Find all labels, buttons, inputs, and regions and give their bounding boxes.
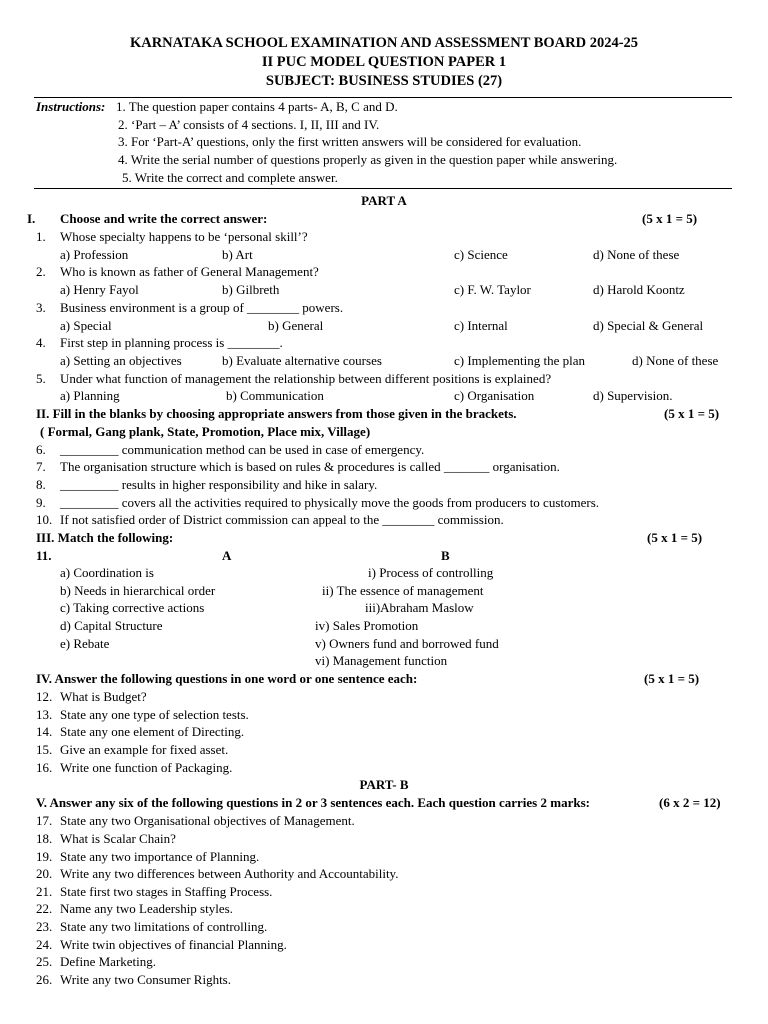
question-text: _________ communication method can be used in case of emergency. (60, 442, 425, 457)
question-number: 7. (36, 459, 46, 474)
question-number: 17. (36, 813, 53, 828)
question-text: If not satisfied order of District commission can appeal to the ________ commission. (60, 512, 504, 527)
question-number: 10. (36, 512, 53, 527)
question-number: 20. (36, 866, 53, 881)
section-2-options: ( Formal, Gang plank, State, Promotion, Place mix, Village) (40, 424, 371, 439)
question-text: State any one element of Directing. (60, 724, 245, 739)
instructions-label: Instructions: (36, 99, 106, 114)
match-b-item: iv) Sales Promotion (315, 618, 419, 633)
question-number: 5. (36, 371, 46, 386)
part-b-title: PART- B (359, 777, 409, 792)
column-a-heading: A (222, 548, 232, 563)
section-4-marks: (5 x 1 = 5) (644, 671, 700, 686)
question-text: Write twin objectives of financial Planning. (60, 937, 287, 952)
question-number: 19. (36, 849, 53, 864)
question-text: Whose specialty happens to be ‘personal skill’? (60, 229, 308, 244)
section-3-heading: III. Match the following: (36, 530, 174, 545)
question-text: Write any two differences between Authority and Accountability. (60, 866, 399, 881)
question-number: 16. (36, 760, 53, 775)
option-c: c) Internal (454, 318, 508, 333)
option-a: a) Setting an objectives (60, 353, 182, 368)
option-c: c) F. W. Taylor (454, 282, 531, 297)
question-number: 8. (36, 477, 46, 492)
question-text: Under what function of management the relationship between different positions is explained? (60, 371, 552, 386)
question-number: 14. (36, 724, 53, 739)
option-a: a) Planning (60, 388, 120, 403)
question-number: 15. (36, 742, 53, 757)
section-3-marks: (5 x 1 = 5) (647, 530, 703, 545)
question-number: 3. (36, 300, 46, 315)
question-number: 18. (36, 831, 53, 846)
option-a: a) Profession (60, 247, 129, 262)
section-2-heading: II. Fill in the blanks by choosing appropriate answers from those given in the brackets. (36, 406, 517, 421)
match-b-item: vi) Management function (315, 653, 448, 668)
question-number: 23. (36, 919, 53, 934)
question-number: 11. (36, 548, 52, 563)
question-number: 22. (36, 901, 53, 916)
section-4-heading: IV. Answer the following questions in one word or one sentence each: (36, 671, 418, 686)
question-text: State any two limitations of controlling. (60, 919, 268, 934)
match-b-item: iii)Abraham Maslow (365, 600, 474, 615)
section-1-heading: Choose and write the correct answer: (60, 211, 268, 226)
match-b-item: i) Process of controlling (368, 565, 494, 580)
question-number: 4. (36, 335, 46, 350)
option-b: b) Communication (226, 388, 324, 403)
section-5-heading: V. Answer any six of the following questions in 2 or 3 sentences each. Each question carries 2 marks: (36, 795, 590, 810)
option-b: b) Gilbreth (222, 282, 280, 297)
match-b-item: v) Owners fund and borrowed fund (315, 636, 499, 651)
question-text: Name any two Leadership styles. (60, 901, 233, 916)
question-number: 25. (36, 954, 53, 969)
match-a-item: b) Needs in hierarchical order (60, 583, 216, 598)
question-text: Give an example for fixed asset. (60, 742, 229, 757)
question-text: State any two importance of Planning. (60, 849, 260, 864)
instruction-item: 4. Write the serial number of questions properly as given in the question paper while answering. (118, 152, 618, 167)
question-number: 9. (36, 495, 46, 510)
option-d: d) Supervision. (593, 388, 673, 403)
board-title: KARNATAKA SCHOOL EXAMINATION AND ASSESSMENT BOARD 2024-25 (129, 35, 639, 51)
option-c: c) Science (454, 247, 508, 262)
question-text: Define Marketing. (60, 954, 157, 969)
subject-title: SUBJECT: BUSINESS STUDIES (27) (265, 73, 503, 89)
match-b-item: ii) The essence of management (322, 583, 484, 598)
option-b: b) General (268, 318, 324, 333)
question-number: 24. (36, 937, 53, 952)
question-text: Business environment is a group of ________ powers. (60, 300, 344, 315)
section-1-marks: (5 x 1 = 5) (642, 211, 698, 226)
match-a-item: d) Capital Structure (60, 618, 163, 633)
section-2-marks: (5 x 1 = 5) (664, 406, 720, 421)
question-number: 2. (36, 264, 46, 279)
instruction-item: 5. Write the correct and complete answer. (122, 170, 338, 185)
option-b: b) Art (222, 247, 253, 262)
match-a-item: e) Rebate (60, 636, 110, 651)
match-a-item: a) Coordination is (60, 565, 154, 580)
question-number: 26. (36, 972, 53, 987)
instruction-item: 2. ‘Part – A’ consists of 4 sections. I, II, III and IV. (118, 117, 380, 132)
question-text: First step in planning process is ________. (60, 335, 283, 350)
question-text: _________ covers all the activities required to physically move the goods from producers to customers. (60, 495, 600, 510)
paper-title: II PUC MODEL QUESTION PAPER 1 (261, 54, 507, 70)
option-d: d) Special & General (593, 318, 704, 333)
option-d: d) Harold Koontz (593, 282, 685, 297)
question-number: 21. (36, 884, 53, 899)
question-number: 12. (36, 689, 53, 704)
option-c: c) Organisation (454, 388, 535, 403)
question-number: 1. (36, 229, 46, 244)
instruction-item: 3. For ‘Part-A’ questions, only the first written answers will be considered for evaluation. (118, 134, 582, 149)
question-number: 6. (36, 442, 46, 457)
instructions-rule (34, 188, 732, 189)
instruction-item: 1. The question paper contains 4 parts- A, B, C and D. (116, 99, 398, 114)
section-1-number: I. (27, 211, 36, 226)
option-d: d) None of these (632, 353, 719, 368)
question-text: What is Scalar Chain? (60, 831, 176, 846)
question-text: What is Budget? (60, 689, 147, 704)
question-text: Write any two Consumer Rights. (60, 972, 231, 987)
column-b-heading: B (441, 548, 450, 563)
question-text: State any one type of selection tests. (60, 707, 249, 722)
question-text: Write one function of Packaging. (60, 760, 233, 775)
option-c: c) Implementing the plan (454, 353, 586, 368)
option-b: b) Evaluate alternative courses (222, 353, 382, 368)
question-number: 13. (36, 707, 53, 722)
question-text: Who is known as father of General Management? (60, 264, 319, 279)
question-text: State first two stages in Staffing Process. (60, 884, 273, 899)
option-a: a) Henry Fayol (60, 282, 139, 297)
match-a-item: c) Taking corrective actions (60, 600, 205, 615)
part-a-title: PART A (361, 193, 407, 208)
section-5-marks: (6 x 2 = 12) (659, 795, 721, 810)
question-text: The organisation structure which is based on rules & procedures is called _______ organisation. (60, 459, 560, 474)
option-d: d) None of these (593, 247, 680, 262)
question-text: _________ results in higher responsibility and hike in salary. (60, 477, 378, 492)
question-text: State any two Organisational objectives of Management. (60, 813, 355, 828)
option-a: a) Special (60, 318, 112, 333)
